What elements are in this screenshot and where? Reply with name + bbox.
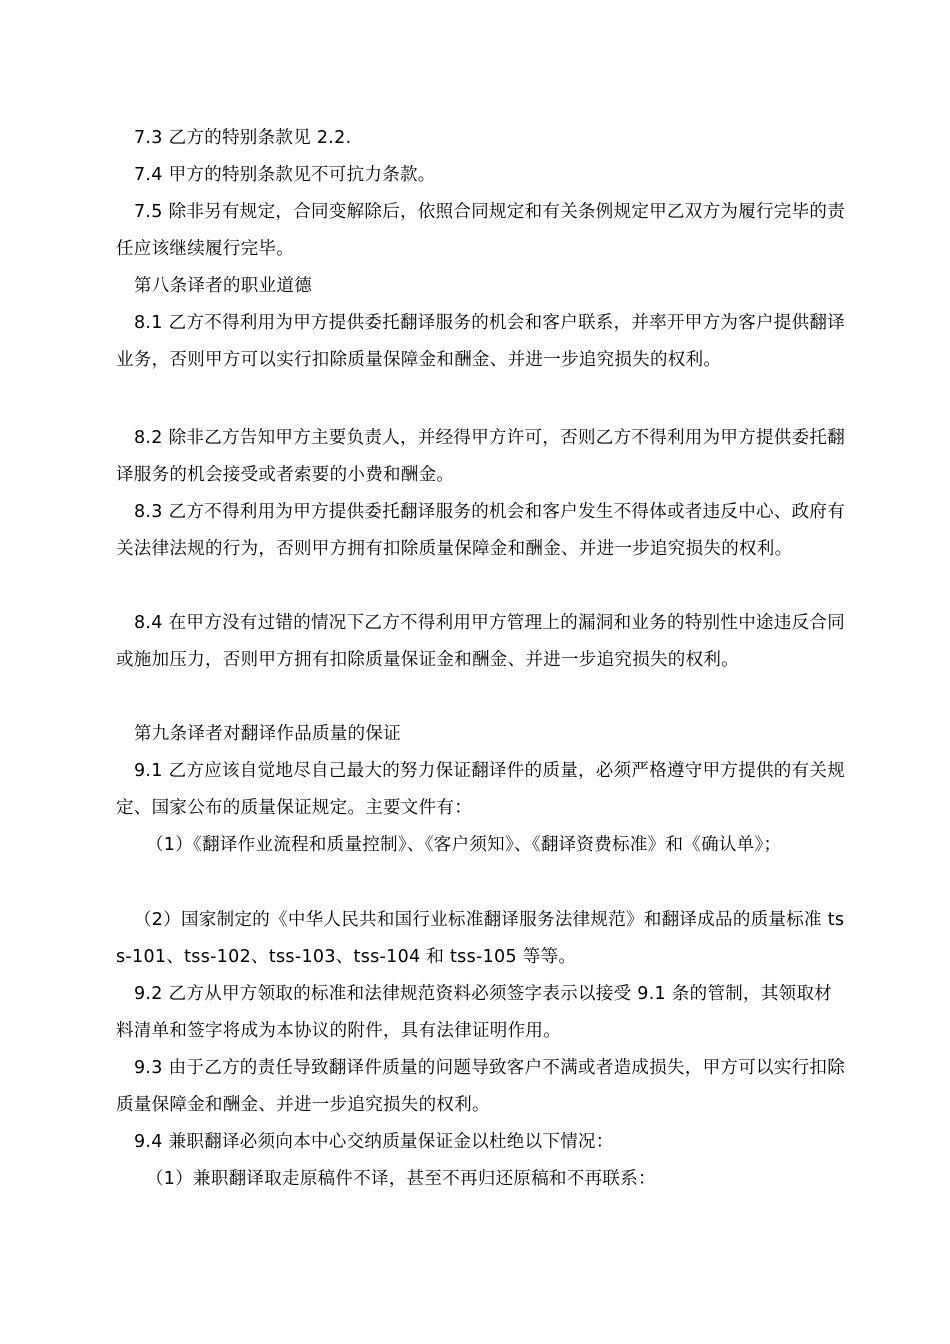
clause-9-3: 9.3 由于乙方的责任导致翻译件质量的问题导致客户不满或者造成损失，甲方可以实行扣除质量保障金和酬金、并进一步追究损失的权利。 [116, 1058, 845, 1115]
clause-7-4: 7.4 甲方的特别条款见不可抗力条款。 [134, 165, 436, 185]
clause-8-4: 8.4 在甲方没有过错的情况下乙方不得利用甲方管理上的漏洞和业务的特别性中途违反合同或施加压力，否则甲方拥有扣除质量保证金和酬金、并进一步追究损失的权利。 [116, 613, 845, 670]
clause-9-1-item-1: （1）《翻译作业流程和质量控制》、《客户须知》、《翻译资费标准》和《确认单》； [146, 835, 782, 855]
section-9-heading: 第九条译者对翻译作品质量的保证 [134, 724, 401, 744]
clause-7-3: 7.3 乙方的特别条款见 2.2. [134, 128, 352, 148]
section-8-heading: 第八条译者的职业道德 [134, 276, 312, 296]
clause-8-1: 8.1 乙方不得利用为甲方提供委托翻译服务的机会和客户联系，并率开甲方为客户提供翻译业务，否则甲方可以实行扣除质量保障金和酬金、并进一步追究损失的权利。 [116, 313, 845, 370]
clause-9-4: 9.4 兼职翻译必须向本中心交纳质量保证金以杜绝以下情况： [134, 1132, 614, 1152]
clause-7-5: 7.5 除非另有规定，合同变解除后，依照合同规定和有关条例规定甲乙双方为履行完毕的责任应该继续履行完毕。 [116, 202, 845, 259]
clause-8-3: 8.3 乙方不得利用为甲方提供委托翻译服务的机会和客户发生不得体或者违反中心、政府有关法律法规的行为，否则甲方拥有扣除质量保障金和酬金、并进一步追究损失的权利。 [116, 502, 845, 559]
clause-9-2: 9.2 乙方从甲方领取的标准和法律规范资料必须签字表示以接受 9.1 条的管制，其领取材料清单和签字将成为本协议的附件，具有法律证明作用。 [116, 984, 833, 1041]
clause-9-1-item-2: （2）国家制定的《中华人民共和国行业标准翻译服务法律规范》和翻译成品的质量标准 tss-101、tss-102、tss-103、tss-104 和 tss-105 等等。 [116, 910, 845, 967]
clause-8-2: 8.2 除非乙方告知甲方主要负责人，并经得甲方许可，否则乙方不得利用为甲方提供委托翻译服务的机会接受或者索要的小费和酬金。 [116, 428, 845, 485]
clause-9-1: 9.1 乙方应该自觉地尽自己最大的努力保证翻译件的质量，必须严格遵守甲方提供的有关规定、国家公布的质量保证规定。主要文件有： [116, 761, 845, 818]
clause-9-4-item-1: （1）兼职翻译取走原稿件不译，甚至不再归还原稿和不再联系： [146, 1169, 656, 1189]
